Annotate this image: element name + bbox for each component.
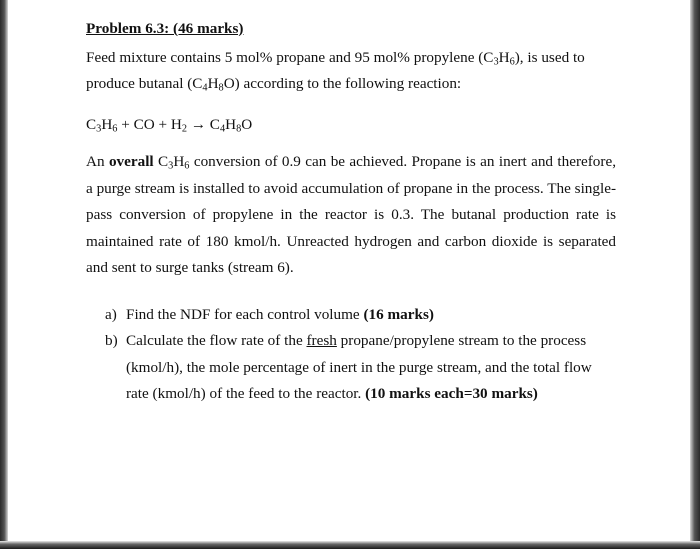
problem-intro: Feed mixture contains 5 mol% propane and 95 mol% propylene $(C_3H_6)$, is used to produce butanal $(C_4H_8O)$ according to the following reaction:: [86, 48, 585, 94]
question-b: b) Calculate the flow rate of the fresh propane/propylene stream to the process (kmol/h), the mole percentage of inert in the purge stream, and the total flow rate (kmol/h) of the feed to the reactor. (10 marks each=30 marks): [86, 328, 616, 408]
question-marker: a): [105, 305, 117, 323]
problem-title: Problem 6.3: (46 marks): [86, 20, 244, 37]
screen-edge-right: [690, 0, 700, 549]
screen-edge-left: [0, 0, 8, 549]
screen-edge-bottom: [0, 541, 700, 549]
problem-description: An overall $C_3H_6$ conversion of 0.9 can be achieved. Propane is an inert and therefore, a purge stream is installed to avoid accumulation of propane in the process. The single-pass conversion of propylene in the reactor is 0.3. The butanal production rate is maintained rate of 180 kmol/h. Unreacted hydrogen and carbon dioxide is separated and sent to surge tanks (stream 6).: [86, 153, 616, 276]
question-marker: b): [105, 332, 118, 349]
reaction-equation: $C_3H_6$ + CO + $H_2 \to C_4H_8O$: [86, 115, 253, 135]
question-list: [86, 302, 616, 408]
question-a: a) Find the NDF for each control volume (16 marks): [86, 302, 616, 329]
document-page: [86, 16, 616, 408]
